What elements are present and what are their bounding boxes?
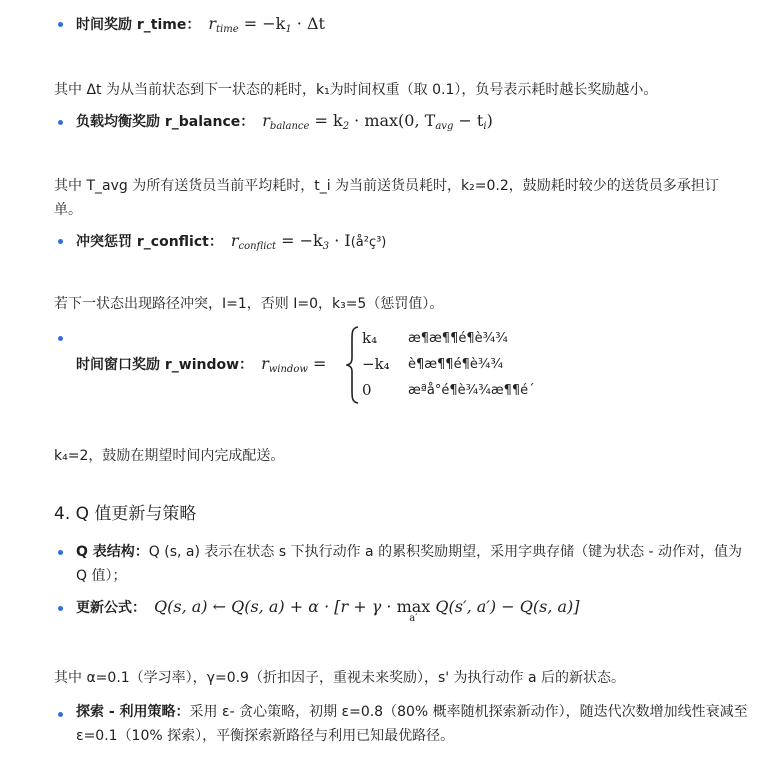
formula-sub: 3 bbox=[322, 241, 330, 252]
list-item-explore bbox=[76, 700, 756, 748]
bullet-dot bbox=[58, 22, 63, 27]
formula-part: Q(s, a) ← Q(s, a) + α · [r + γ · bbox=[154, 597, 397, 616]
case-condition: æªå°é¶è¾¾æ¶¶é´ bbox=[408, 383, 535, 398]
list-item-update bbox=[76, 597, 580, 624]
item-label: 探索 - 利用策略： bbox=[76, 704, 190, 720]
formula-sub: conflict bbox=[238, 241, 277, 252]
formula-part: Q(s′, a′) − Q(s, a)] bbox=[430, 597, 580, 616]
item-label: 更新公式： bbox=[76, 600, 146, 616]
bullet-dot bbox=[58, 550, 63, 555]
item-label: Q 表结构： bbox=[76, 544, 149, 560]
formula-sub: a′ bbox=[409, 613, 418, 624]
case-condition: æ¶æ¶¶é¶è¾¾ bbox=[408, 331, 508, 346]
formula-part: r bbox=[262, 111, 270, 130]
bullet-dot bbox=[58, 239, 63, 244]
formula-part: max bbox=[396, 597, 431, 616]
list-item-r-balance bbox=[76, 111, 493, 132]
formula-sub: 2 bbox=[342, 121, 350, 132]
formula-part: ) bbox=[486, 111, 493, 130]
formula-sub: time bbox=[216, 24, 239, 35]
left-brace bbox=[346, 326, 360, 404]
formula-part: r bbox=[230, 231, 239, 250]
case-value: −k₄ bbox=[362, 355, 390, 373]
formula-part: = k bbox=[314, 111, 343, 130]
list-item-r-time bbox=[76, 14, 325, 35]
list-item-r-window bbox=[76, 354, 326, 375]
r-time-description: 其中 Δt 为从当前状态到下一状态的耗时，k₁为时间权重（取 0.1），负号表示耗时越长奖励越小。 bbox=[54, 82, 658, 98]
bullet-dot bbox=[58, 606, 63, 611]
formula bbox=[208, 14, 325, 35]
formula bbox=[154, 597, 580, 624]
formula-part: − t bbox=[453, 111, 484, 130]
formula-part: r bbox=[261, 354, 269, 373]
formula-part: · I bbox=[329, 231, 351, 250]
list-item-q-table bbox=[76, 540, 756, 588]
formula-sub: i bbox=[483, 121, 487, 132]
r-conflict-description: 若下一状态出现路径冲突，I=1，否则 I=0，k₃=5（惩罚值）。 bbox=[54, 296, 444, 312]
case-condition: è¶æ¶¶é¶è¾¾ bbox=[408, 357, 504, 372]
r-balance-description: 其中 T_avg 为所有送货员当前平均耗时，t_i 为当前送货员耗时，k₂=0.2，鼓励耗时较少的送货员多承担订单。 bbox=[54, 178, 719, 218]
formula bbox=[262, 111, 493, 132]
formula-sub: balance bbox=[269, 121, 310, 132]
max-operator bbox=[396, 597, 431, 624]
list-item-r-conflict bbox=[76, 231, 386, 252]
formula-part: (å²ç³) bbox=[350, 235, 387, 250]
item-label: 时间窗口奖励 r_window： bbox=[76, 357, 254, 373]
case-value: k₄ bbox=[362, 329, 378, 347]
formula-sub: avg bbox=[435, 121, 454, 132]
update-description: 其中 α=0.1（学习率），γ=0.9（折扣因子，重视未来奖励），s' 为执行动作 a 后的新状态。 bbox=[54, 670, 626, 686]
formula bbox=[231, 231, 387, 252]
case-value: 0 bbox=[362, 381, 372, 399]
formula-part: = bbox=[313, 354, 327, 373]
item-label: 冲突惩罚 r_conflict： bbox=[76, 234, 223, 250]
formula-part: = −k bbox=[281, 231, 323, 250]
piecewise-cases bbox=[346, 326, 746, 404]
formula-part: · Δt bbox=[291, 14, 325, 33]
item-label: 时间奖励 r_time： bbox=[76, 17, 201, 33]
bullet-dot bbox=[58, 120, 63, 125]
item-label: 负载均衡奖励 r_balance： bbox=[76, 114, 255, 130]
bullet-dot bbox=[58, 336, 63, 341]
item-text: 采用 ε- 贪心策略，初期 ε=0.8（80% 概率随机探索新动作），随迭代次数增加线性衰减至 ε=0.1（10% 探索），平衡探索新路径与利用已知最优路径。 bbox=[76, 704, 748, 744]
bullet-dot bbox=[58, 712, 63, 717]
section-heading: 4. Q 值更新与策略 bbox=[54, 504, 197, 524]
formula-part: · max(0, T bbox=[349, 111, 436, 130]
formula-part: = −k bbox=[243, 14, 286, 33]
formula-sub: window bbox=[268, 364, 308, 375]
formula bbox=[261, 354, 326, 375]
formula-part: r bbox=[208, 14, 217, 33]
formula-sub: 1 bbox=[285, 24, 292, 35]
item-text: Q (s, a) 表示在状态 s 下执行动作 a 的累积奖励期望，采用字典存储（键为状态 - 动作对，值为 Q 值）； bbox=[76, 544, 743, 584]
r-window-description: k₄=2，鼓励在期望时间内完成配送。 bbox=[54, 448, 285, 464]
